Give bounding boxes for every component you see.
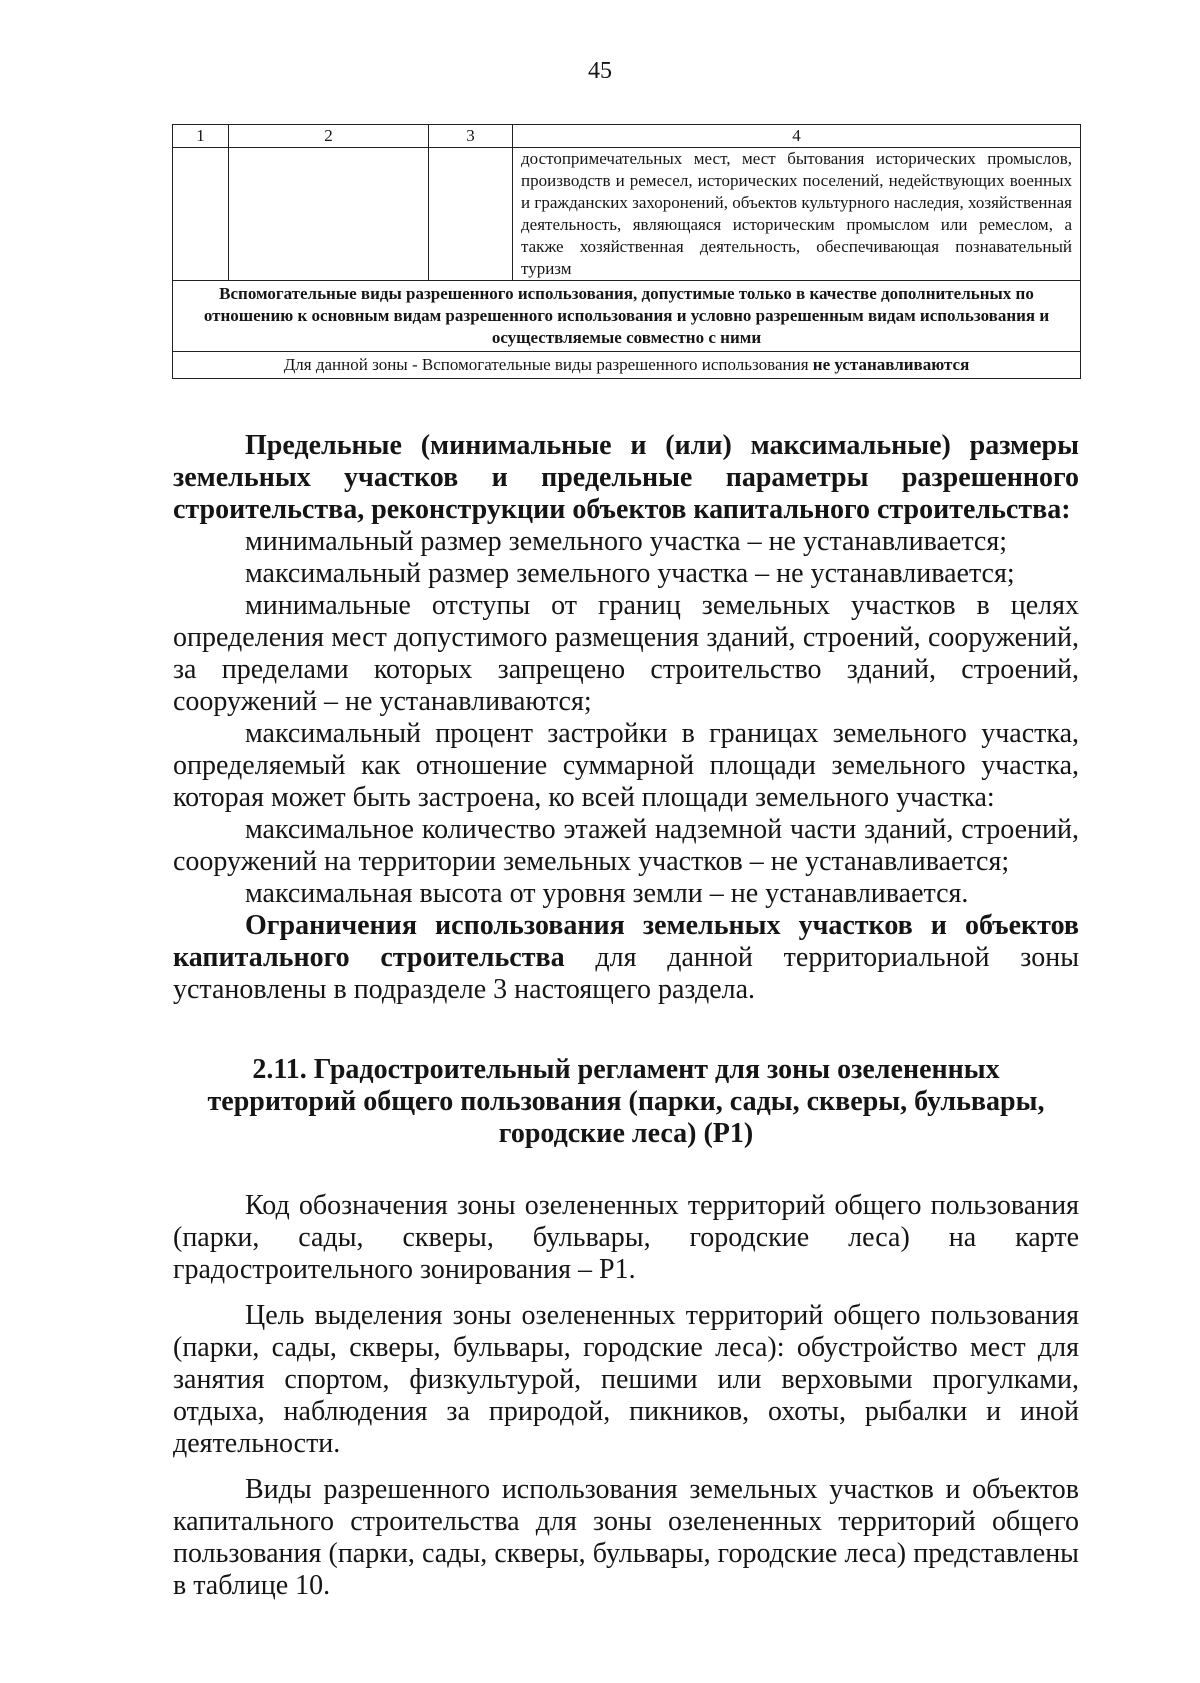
table-cell-description: достопримечательных мест, мест бытования исторических промыслов, производств и ремесел, исторических поселений, недействующих военных и гражданских захоронений, объектов культурного наследия, хозяйственная деятельность, являющаяся историческим промыслом или ремеслом, а также хозяйственная деятельность, обеспечивающая познавательный туризм: [513, 148, 1081, 281]
permitted-uses-paragraph: Виды разрешенного использования земельных участков и объектов капитального строительства для зоны озелененных территорий общего пользования (парки, сады, скверы, бульвары, городские леса) представлены в таблице 10.: [173, 1474, 1079, 1601]
table-header-cell: 2: [229, 125, 429, 148]
limits-heading: Предельные (минимальные и (или) максимальные) размеры земельных участков и предельные параметры разрешенного строительства, реконструкции объектов капитального строительства:: [173, 430, 1079, 525]
table-header-cell: 4: [513, 125, 1081, 148]
permitted-use-table: [172, 124, 1081, 379]
section-title-line: территорий общего пользования (парки, сады, скверы, бульвары,: [207, 1086, 1045, 1117]
restrictions-bold: Ограничения использования земельных участков и объектов капитального строительства: [173, 910, 1079, 973]
aux-uses-heading: Вспомогательные виды разрешенного использования, допустимые только в качестве дополнительных по отношению к основным видам разрешенного использования и условно разрешенным видам использования и осуществляемые совместно с ними: [173, 281, 1081, 352]
table-header-row: [173, 125, 1081, 148]
limit-item: минимальные отступы от границ земельных участков в целях определения мест допустимого размещения зданий, строений, сооружений, за пределами которых запрещено строительство зданий, строений, сооружений – не устанавливаются;: [173, 590, 1079, 717]
section-title-line: городские леса) (Р1): [498, 1118, 754, 1149]
document-body: [173, 430, 1079, 1602]
limit-item: максимальный процент застройки в границах земельного участка, определяемый как отношение суммарной площади земельного участка, которая может быть застроена, ко всей площади земельного участка:: [173, 718, 1079, 813]
restrictions-rest: для данной территориальной зоны установлены в подразделе 3 настоящего раздела.: [173, 942, 1080, 1005]
section-title-line: 2.11. Градостроительный регламент для зоны озелененных: [252, 1054, 1000, 1085]
limit-item: максимальное количество этажей надземной части зданий, строений, сооружений на территории земельных участков – не устанавливается;: [173, 814, 1079, 877]
zone-code-paragraph: Код обозначения зоны озелененных территорий общего пользования (парки, сады, скверы, бульвары, городские леса) на карте градостроительного зонирования – Р1.: [173, 1190, 1079, 1285]
aux-uses-note: [173, 352, 1081, 379]
table-cell: [429, 148, 513, 281]
page-number: 45: [588, 58, 612, 84]
zone-purpose-paragraph: Цель выделения зоны озелененных территорий общего пользования (парки, сады, скверы, бульвары, городские леса): обустройство мест для занятия спортом, физкультурой, пешими или верховыми прогулками, отдыха, наблюдения за природой, пикников, охоты, рыбалки и иной деятельности.: [173, 1300, 1079, 1459]
table-row: [173, 281, 1081, 352]
limit-item: максимальная высота от уровня земли – не устанавливается.: [245, 878, 969, 909]
table-header-cell: 1: [173, 125, 229, 148]
restrictions-paragraph: [173, 910, 1079, 1006]
table-row: [173, 352, 1081, 379]
section-title: [173, 1054, 1079, 1150]
table-row: [173, 148, 1081, 281]
table-header-cell: 3: [429, 125, 513, 148]
limit-item: максимальный размер земельного участка – не устанавливается;: [245, 558, 1015, 589]
table-cell: [229, 148, 429, 281]
table-cell: [173, 148, 229, 281]
aux-uses-note-bold: не устанавливаются: [812, 355, 970, 374]
limit-item: минимальный размер земельного участка – не устанавливается;: [245, 526, 1008, 557]
aux-uses-note-text: Для данной зоны - Вспомогательные виды разрешенного использования: [283, 355, 813, 374]
